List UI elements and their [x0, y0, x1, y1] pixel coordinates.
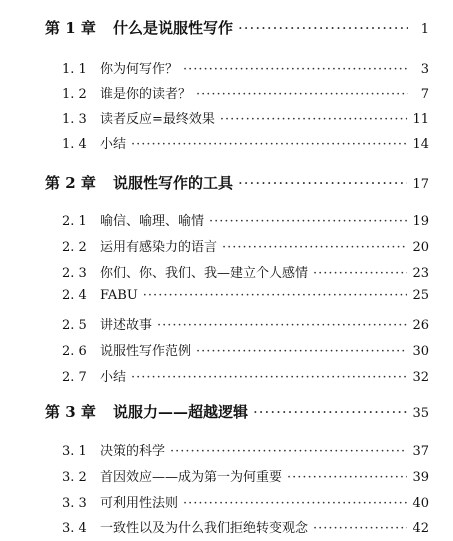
section-title: 你为何写作？ [100, 62, 179, 77]
toc-chapter-2[interactable] [45, 172, 429, 193]
dot-leader [143, 288, 408, 303]
section-title: 读者反应=最终效果 [100, 112, 215, 127]
chapter-number: 第 1 章 [45, 19, 96, 37]
page-number: 42 [412, 521, 429, 536]
toc-section-2-2[interactable] [62, 236, 429, 255]
dot-leader [183, 496, 407, 511]
dot-leader [209, 214, 407, 229]
toc-section-3-4[interactable] [62, 517, 429, 536]
toc-section-2-6[interactable] [62, 340, 429, 359]
toc-section-2-1[interactable] [62, 210, 429, 229]
section-title: 喻信、喻理、喻情 [100, 214, 205, 229]
section-title: 可利用性法则 [100, 496, 179, 511]
section-title: 讲述故事 [100, 318, 153, 333]
toc-section-1-4[interactable] [62, 133, 429, 152]
section-number: 2. 2 [62, 240, 87, 255]
page-number: 14 [412, 137, 429, 152]
chapter-title: 说服力——超越逻辑 [113, 403, 249, 421]
page-number: 30 [412, 344, 429, 359]
dot-leader [131, 370, 407, 385]
page-number: 17 [412, 177, 429, 192]
toc-section-2-5[interactable] [62, 314, 429, 333]
section-number: 1. 2 [62, 87, 87, 102]
section-number: 3. 1 [62, 444, 87, 459]
section-title: 你们、你、我们、我—建立个人感情 [100, 266, 309, 281]
dot-leader [170, 444, 407, 459]
dot-leader [238, 174, 407, 192]
section-number: 1. 4 [62, 137, 87, 152]
page-number: 39 [412, 470, 429, 485]
section-number: 3. 3 [62, 496, 87, 511]
section-title: FABU [100, 288, 138, 303]
section-title: 谁是你的读者？ [100, 87, 192, 102]
section-title: 说服性写作范例 [100, 344, 192, 359]
section-number: 2. 7 [62, 370, 87, 385]
toc-section-1-2[interactable] [62, 83, 429, 102]
dot-leader [253, 403, 407, 421]
section-number: 3. 2 [62, 470, 87, 485]
toc-section-2-4[interactable] [62, 288, 429, 303]
dot-leader [313, 266, 407, 281]
page-number: 32 [412, 370, 429, 385]
section-number: 2. 3 [62, 266, 87, 281]
page-number: 19 [412, 214, 429, 229]
chapter-number: 第 2 章 [45, 174, 96, 192]
chapter-title: 什么是说服性写作 [113, 19, 234, 37]
section-number: 1. 1 [62, 62, 87, 77]
section-number: 1. 3 [62, 112, 87, 127]
toc-chapter-1[interactable] [45, 17, 429, 38]
section-title: 运用有感染力的语言 [100, 240, 218, 255]
section-title: 小结 [100, 137, 127, 152]
page-number: 3 [420, 62, 429, 77]
section-number: 2. 5 [62, 318, 87, 333]
page-number: 20 [412, 240, 429, 255]
page-number: 26 [412, 318, 429, 333]
page-number: 1 [420, 22, 429, 37]
section-number: 3. 4 [62, 521, 87, 536]
page-number: 11 [412, 112, 429, 127]
dot-leader [196, 344, 407, 359]
toc-section-1-1[interactable] [62, 58, 429, 77]
dot-leader [131, 137, 407, 152]
section-title: 一致性以及为什么我们拒绝转变观念 [100, 521, 309, 536]
page-number: 35 [412, 406, 429, 421]
section-title: 小结 [100, 370, 127, 385]
dot-leader [183, 62, 408, 77]
chapter-number: 第 3 章 [45, 403, 96, 421]
dot-leader [196, 87, 408, 102]
dot-leader [313, 521, 407, 536]
toc-section-1-3[interactable] [62, 108, 429, 127]
toc-section-2-3[interactable] [62, 262, 429, 281]
section-number: 2. 6 [62, 344, 87, 359]
dot-leader [222, 240, 407, 255]
toc-section-3-3[interactable] [62, 492, 429, 511]
page-number: 25 [412, 288, 429, 303]
chapter-title: 说服性写作的工具 [113, 174, 234, 192]
toc-section-3-2[interactable] [62, 466, 429, 485]
section-title: 首因效应——成为第一为何重要 [100, 470, 283, 485]
section-title: 决策的科学 [100, 444, 166, 459]
page-number: 37 [412, 444, 429, 459]
dot-leader [157, 318, 407, 333]
dot-leader [287, 470, 407, 485]
page-number: 7 [420, 87, 429, 102]
dot-leader [220, 112, 408, 127]
toc-section-2-7[interactable] [62, 366, 429, 385]
toc-chapter-3[interactable] [45, 401, 429, 422]
section-number: 2. 4 [62, 288, 87, 303]
toc-section-3-1[interactable] [62, 440, 429, 459]
page-number: 23 [412, 266, 429, 281]
dot-leader [238, 19, 408, 37]
page-number: 40 [412, 496, 429, 511]
section-number: 2. 1 [62, 214, 87, 229]
